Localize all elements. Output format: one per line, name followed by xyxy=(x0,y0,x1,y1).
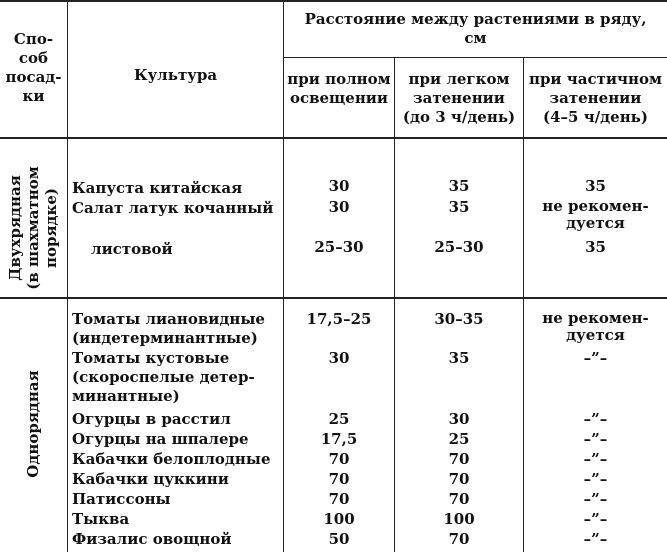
header-full-light-line: освещении xyxy=(289,89,389,107)
cell-light: 30 xyxy=(448,410,470,428)
cell-partial-line: дуется xyxy=(566,326,625,344)
cell-light: 70 xyxy=(448,450,470,468)
cell-partial: –”– xyxy=(583,510,608,528)
cell-light: 25 xyxy=(448,430,470,448)
cell-partial: 35 xyxy=(585,177,606,195)
cell-full: 17,5 xyxy=(320,430,358,448)
group-method-line: порядке) xyxy=(42,187,60,269)
cell-culture xyxy=(72,310,265,348)
cell-partial: 35 xyxy=(585,238,606,256)
cell-light: 100 xyxy=(443,510,475,528)
cell-light: 70 xyxy=(448,470,470,488)
cell-light: 35 xyxy=(448,349,470,367)
cell-full: 30 xyxy=(328,177,350,195)
header-light-shade-line: при легком xyxy=(408,70,510,88)
rule-header-bottom xyxy=(0,137,667,139)
header-light-shade-line: затенении xyxy=(413,89,505,107)
header-culture: Культура xyxy=(133,66,218,84)
cell-light: 70 xyxy=(448,530,470,548)
cell-culture: Огурцы в расстил xyxy=(72,410,231,428)
cell-full: 70 xyxy=(328,470,350,488)
header-method-line: ки xyxy=(22,87,45,105)
header-method-line: соб xyxy=(18,49,49,67)
rule-group-separator xyxy=(0,297,667,299)
rule-top xyxy=(0,0,667,2)
cell-partial-line: не рекомен- xyxy=(542,309,649,327)
cell-partial: –”– xyxy=(583,349,608,367)
cell-light: 25–30 xyxy=(434,238,484,256)
header-partial-shade xyxy=(524,70,667,127)
cell-partial-line: дуется xyxy=(566,214,625,232)
cell-light: 35 xyxy=(448,177,470,195)
cell-light: 35 xyxy=(448,198,470,216)
group-method-single-row xyxy=(24,344,44,504)
rule-distance-header xyxy=(283,57,667,58)
cell-full: 17,5–25 xyxy=(306,310,372,328)
cell-partial: –”– xyxy=(583,470,608,488)
cell-partial: –”– xyxy=(583,430,608,448)
cell-culture: Огурцы на шпалере xyxy=(72,430,249,448)
cell-culture-line: Томаты лиановидные xyxy=(72,310,265,328)
cell-partial: –”– xyxy=(583,410,608,428)
cell-partial-line: не рекомен- xyxy=(542,197,649,215)
cell-culture-line: (скороспелые детер- xyxy=(72,368,255,386)
header-full-light-line: при полном xyxy=(287,70,391,88)
group-method-line: Двухрядная xyxy=(6,175,24,281)
group-method-line: Однорядная xyxy=(24,370,42,478)
cell-full: 30 xyxy=(328,349,350,367)
cell-culture-line: (индетерминантные) xyxy=(72,329,258,347)
header-distance xyxy=(284,10,667,48)
header-distance-line: Расстояние между растениями в ряду, xyxy=(304,10,647,28)
header-method-line: Спо- xyxy=(13,30,54,48)
cell-partial: –”– xyxy=(583,490,608,508)
cell-full: 25–30 xyxy=(314,238,364,256)
group-method-line: (в шахматном xyxy=(24,166,42,290)
header-light-shade xyxy=(395,70,523,127)
header-partial-shade-line: (4–5 ч/день) xyxy=(543,108,648,126)
cell-full: 30 xyxy=(328,198,350,216)
header-method xyxy=(0,30,67,106)
cell-culture: листовой xyxy=(91,240,173,258)
cell-partial: –”– xyxy=(583,530,608,548)
header-distance-line: см xyxy=(464,29,487,47)
cell-full: 100 xyxy=(323,510,355,528)
header-light-shade-line: (до 3 ч/день) xyxy=(402,108,516,126)
header-partial-shade-line: при частичном xyxy=(528,70,663,88)
cell-partial xyxy=(524,198,667,232)
cell-culture: Кабачки белоплодные xyxy=(72,450,271,468)
cell-partial xyxy=(524,310,667,344)
cell-culture: Физалис овощной xyxy=(72,530,232,548)
cell-culture: Капуста китайская xyxy=(72,179,243,197)
cell-full: 50 xyxy=(328,530,350,548)
cell-culture: Кабачки цуккини xyxy=(72,470,229,488)
group-method-two-row xyxy=(6,148,60,308)
cell-culture-line: Томаты кустовые xyxy=(72,349,230,367)
cell-partial: –”– xyxy=(583,450,608,468)
cell-full: 70 xyxy=(328,450,350,468)
cell-light: 70 xyxy=(448,490,470,508)
cell-culture: Тыква xyxy=(72,510,130,528)
cell-culture xyxy=(72,349,255,406)
header-partial-shade-line: затенении xyxy=(549,89,642,107)
cell-light: 30–35 xyxy=(434,310,484,328)
header-method-line: посад- xyxy=(5,68,62,86)
header-full-light xyxy=(284,70,394,108)
cell-culture-line: минантные) xyxy=(72,387,180,405)
cell-full: 70 xyxy=(328,490,350,508)
cell-culture: Салат латук кочанный xyxy=(72,199,274,217)
cell-culture: Патиссоны xyxy=(72,490,171,508)
cell-full: 25 xyxy=(328,410,350,428)
